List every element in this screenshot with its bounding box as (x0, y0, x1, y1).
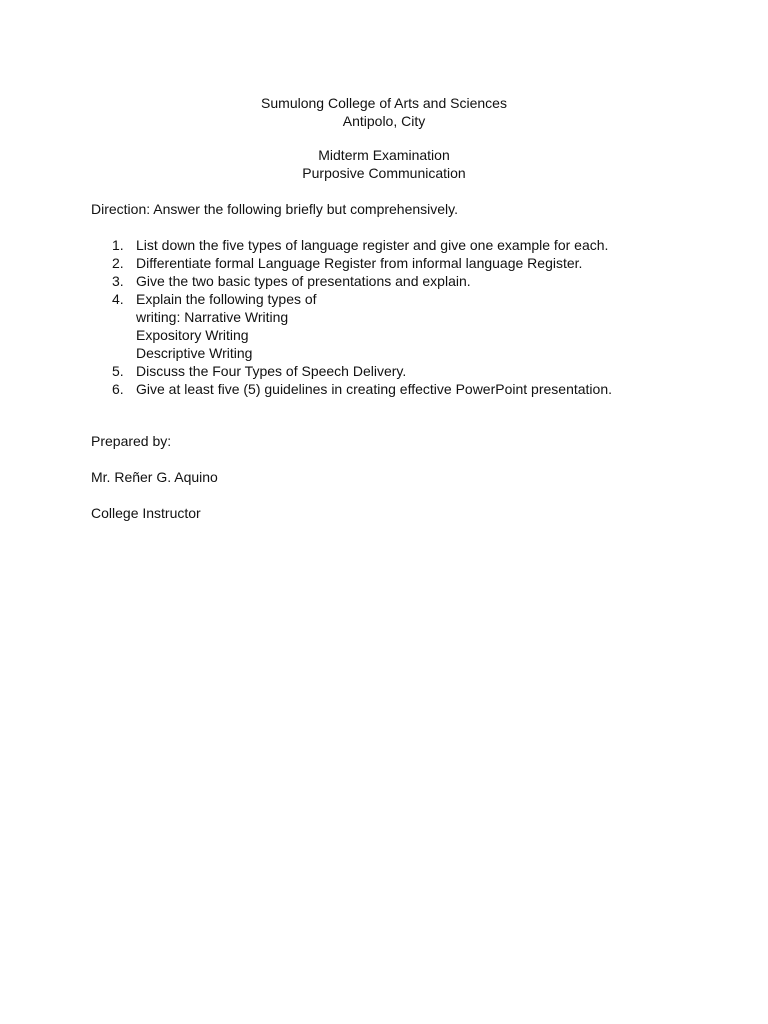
question-number: 3. (112, 273, 124, 289)
question-text: Give at least five (5) guidelines in creating effective PowerPoint presentation. (136, 381, 612, 397)
exam-heading (0, 146, 768, 182)
institution-location: Antipolo, City (342, 113, 426, 129)
question-subline: Expository Writing (136, 327, 249, 343)
question-text: List down the five types of language register and give one example for each. (136, 237, 609, 253)
institution-name: Sumulong College of Arts and Sciences (261, 95, 507, 111)
question-text: Differentiate formal Language Register from informal language Register. (136, 255, 583, 271)
instructor-title: College Instructor (91, 505, 201, 521)
question-number: 4. (112, 291, 124, 307)
exam-subject: Purposive Communication (302, 165, 466, 181)
question-list (91, 236, 711, 398)
question-item (91, 254, 711, 272)
question-number: 5. (112, 363, 124, 379)
question-item (91, 362, 711, 380)
question-text: Explain the following types of (136, 291, 317, 307)
question-text: Discuss the Four Types of Speech Delivery. (136, 363, 407, 379)
question-number: 2. (112, 255, 124, 271)
instructor-name: Mr. Reñer G. Aquino (91, 469, 218, 485)
question-number: 6. (112, 381, 124, 397)
question-item (91, 380, 711, 398)
document-header (0, 94, 768, 130)
question-item (91, 272, 711, 290)
question-number: 1. (112, 237, 124, 253)
question-subline: writing: Narrative Writing (136, 309, 289, 325)
question-item (91, 236, 711, 254)
question-text: Give the two basic types of presentations and explain. (136, 273, 471, 289)
prepared-by-label: Prepared by: (91, 433, 172, 449)
question-item (91, 290, 711, 308)
exam-title: Midterm Examination (318, 147, 450, 163)
question-subline: Descriptive Writing (136, 345, 253, 361)
direction-text: Direction: Answer the following briefly but comprehensively. (91, 201, 459, 217)
